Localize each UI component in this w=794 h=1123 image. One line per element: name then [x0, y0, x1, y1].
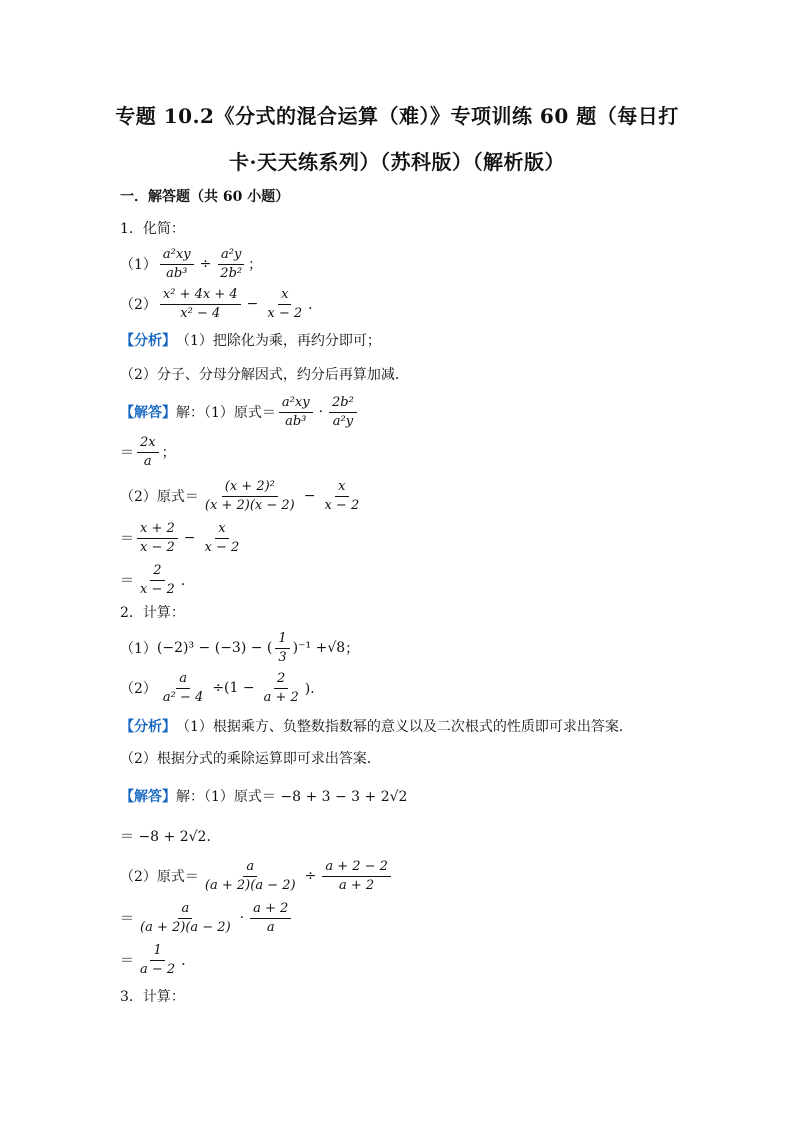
fraction-denominator: (x + 2)(x − 2) — [204, 497, 295, 513]
q2-part1 — [120, 628, 359, 668]
fraction-numerator: x — [335, 479, 348, 497]
q2-number: 2．计算： — [120, 605, 185, 621]
answer-text: （2）原式＝ — [120, 489, 199, 505]
operator: · — [318, 404, 324, 420]
q1-part1 — [120, 244, 262, 284]
fraction-numerator: a — [178, 901, 192, 919]
fraction-denominator: a − 2 — [140, 961, 176, 977]
fraction-denominator: x − 2 — [204, 539, 240, 555]
q2-part1-label: （1） — [120, 641, 157, 657]
q2-answer-1 — [120, 776, 407, 816]
fraction — [329, 395, 357, 430]
fraction-numerator: a — [176, 671, 190, 689]
fraction — [250, 901, 291, 936]
fraction-denominator: 2b² — [220, 265, 243, 281]
fraction-denominator: x − 2 — [324, 497, 360, 513]
fraction-numerator: (x + 2)² — [222, 479, 278, 497]
fraction-numerator: a²y — [218, 247, 244, 265]
fraction — [261, 671, 302, 706]
fraction — [160, 671, 206, 706]
q1-answer-2 — [120, 476, 365, 516]
q2-answer-2 — [120, 856, 394, 896]
operator: ÷(1 − — [212, 680, 255, 696]
fraction-denominator: x² − 4 — [180, 305, 221, 321]
fraction-numerator: x — [278, 287, 291, 305]
fraction-denominator: a — [143, 453, 152, 469]
analysis-text: （1）把除化为乘，再约分即可； — [176, 333, 381, 349]
analysis-tag: 【分析】 — [120, 719, 176, 735]
fraction-denominator: ab³ — [285, 413, 307, 429]
fraction-denominator: (a + 2)(a − 2) — [140, 919, 231, 935]
fraction — [137, 943, 178, 978]
q1-part2-label: （2） — [120, 297, 157, 313]
fraction-numerator: a + 2 − 2 — [322, 859, 391, 877]
fraction-numerator: 1 — [150, 943, 164, 961]
answer-text: 解：（1）原式＝ −8 + 3 − 3 + 2√2 — [176, 789, 408, 805]
fraction — [279, 395, 313, 430]
punctuation: ； — [248, 257, 263, 273]
fraction-denominator: x − 2 — [140, 539, 175, 555]
operator: · — [239, 910, 245, 926]
operator: − — [183, 530, 196, 546]
q2-answer-2-step-3 — [120, 940, 195, 980]
fraction-numerator: x — [215, 521, 228, 539]
punctuation: ． — [180, 573, 195, 589]
fraction-denominator: ab³ — [166, 265, 188, 281]
fraction-numerator: x² + 4x + 4 — [160, 287, 241, 305]
fraction-denominator: (a + 2)(a − 2) — [204, 877, 296, 893]
expression-text: (−2)³ − (−3) − ( — [156, 640, 273, 656]
answer-tag: 【解答】 — [120, 405, 176, 421]
q1-part1-fraction-1 — [160, 247, 194, 282]
punctuation: ； — [161, 445, 176, 461]
analysis-text: （1）根据乘方、负整数指数幂的意义以及二次根式的性质即可求出答案． — [176, 719, 633, 735]
fraction — [202, 859, 299, 894]
fraction — [275, 631, 289, 666]
q1-answer-1 — [120, 392, 360, 432]
q2-answer-1-result: ＝ −8 + 2√2． — [120, 829, 221, 845]
fraction-denominator: x − 2 — [140, 581, 175, 597]
punctuation: ； — [345, 641, 360, 657]
q1-answer-1-result — [120, 432, 176, 472]
fraction — [202, 521, 243, 556]
equals-sign: ＝ — [120, 573, 134, 589]
q1-number: 1．化简： — [120, 221, 185, 237]
fraction-denominator: a² − 4 — [162, 689, 204, 705]
equals-sign: ＝ — [120, 445, 134, 461]
fraction-numerator: a²xy — [160, 247, 194, 265]
q1-part2-fraction-2 — [264, 287, 305, 322]
equals-sign: ＝ — [120, 911, 134, 927]
fraction-numerator: a + 2 — [250, 901, 291, 919]
expression-text: )⁻¹ + — [292, 640, 328, 656]
q1-part2 — [120, 284, 322, 324]
q1-part1-label: （1） — [120, 257, 157, 273]
answer-text: （2）原式＝ — [120, 869, 199, 885]
fraction — [137, 901, 234, 936]
sqrt-expression: √8 — [327, 640, 346, 656]
q3-number: 3．计算： — [120, 989, 185, 1005]
operator: − — [246, 296, 259, 312]
operator: ÷ — [304, 868, 317, 884]
analysis-tag: 【分析】 — [120, 333, 176, 349]
q1-part1-fraction-2 — [217, 247, 245, 282]
q1-part2-fraction-1 — [160, 287, 241, 322]
section-heading: 一．解答题（共 60 小题） — [120, 189, 290, 205]
fraction-denominator: a — [266, 919, 275, 935]
fraction-numerator: a — [243, 859, 257, 877]
equals-sign: ＝ — [120, 531, 134, 547]
answer-tag: 【解答】 — [120, 789, 176, 805]
q1-analysis-2: （2）分子、分母分解因式，约分后再算加减． — [120, 367, 409, 383]
fraction — [321, 479, 362, 514]
fraction-numerator: 2 — [274, 671, 288, 689]
punctuation: )． — [304, 681, 325, 697]
fraction — [137, 435, 159, 470]
q2-part2 — [120, 668, 324, 708]
operator: ÷ — [199, 256, 212, 272]
fraction — [202, 479, 298, 514]
fraction-denominator: 3 — [278, 649, 287, 665]
fraction-numerator: x + 2 — [137, 521, 178, 539]
fraction-numerator: 2x — [137, 435, 159, 453]
q2-answer-2-step-2 — [120, 898, 294, 938]
q2-part2-label: （2） — [120, 681, 157, 697]
fraction-numerator: 2 — [150, 563, 164, 581]
fraction-denominator: x − 2 — [267, 305, 303, 321]
q1-answer-2-step-2 — [120, 518, 245, 558]
fraction-denominator: a + 2 — [339, 877, 375, 893]
operator: − — [303, 488, 316, 504]
document-title-line-1: 专题 10.2《分式的混合运算（难）》专项训练 60 题（每日打 — [115, 104, 679, 128]
answer-text: 解：（1）原式＝ — [176, 405, 276, 421]
punctuation: ． — [181, 953, 196, 969]
fraction-denominator: a + 2 — [263, 689, 299, 705]
q2-analysis-2: （2）根据分式的乘除运算即可求出答案． — [120, 751, 381, 767]
punctuation: ． — [308, 297, 323, 313]
fraction — [137, 521, 178, 556]
fraction-numerator: 1 — [275, 631, 289, 649]
fraction — [322, 859, 391, 894]
fraction-numerator: 2b² — [329, 395, 357, 413]
document-title-line-2: 卡·天天练系列）（苏科版）（解析版） — [229, 150, 565, 174]
fraction-denominator: a²y — [332, 413, 354, 429]
equals-sign: ＝ — [120, 953, 134, 969]
fraction-numerator: a²xy — [279, 395, 313, 413]
